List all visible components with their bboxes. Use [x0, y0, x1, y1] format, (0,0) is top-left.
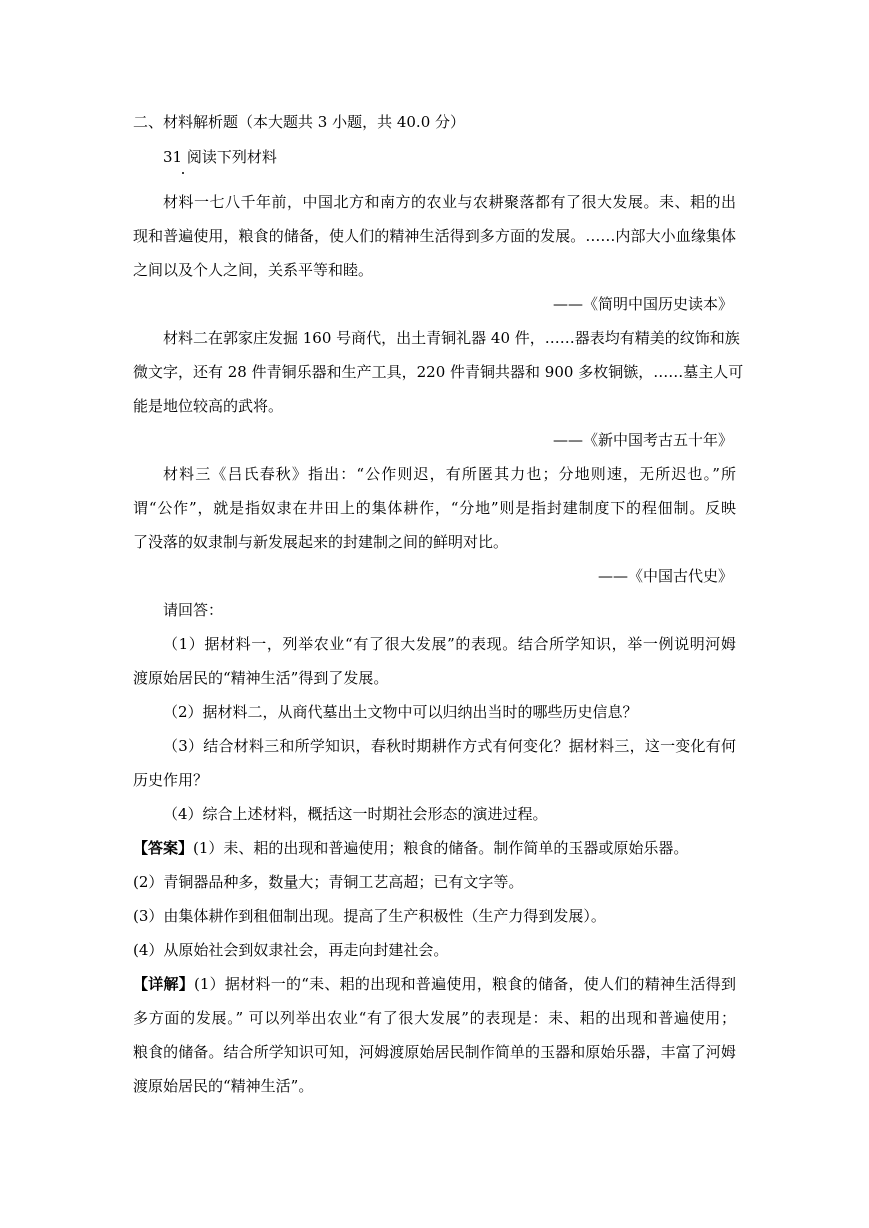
- material1-source: ——《简明中国历史读本》: [552, 295, 733, 313]
- material2-line3: 能是地位较高的武将。: [133, 397, 284, 415]
- section-heading: 二、材料解析题（本大题共 3 小题，共 40.0 分）: [133, 113, 466, 131]
- material3-line3: 了没落的奴隶制与新发展起来的封建制之间的鲜明对比。: [133, 533, 509, 551]
- answer-prompt: 请回答：: [163, 601, 224, 619]
- material2-line1: 材料二在郭家庄发掘 160 号商代，出土青铜礼器 40 件，……器表均有精美的纹饰和族: [163, 329, 740, 347]
- answer-2: (2）青铜器品种多，数量大；青铜工艺高超；已有文字等。: [133, 873, 524, 891]
- material3-source: ——《中国古代史》: [597, 567, 733, 585]
- detail-line3: 粮食的储备。结合所学知识可知，河姆渡原始居民制作简单的玉器和原始乐器，丰富了河姆: [133, 1043, 736, 1061]
- detail-text-1: (1）据材料一的“耒、耜的出现和普遍使用，粮食的储备，使人们的精神生活得到: [194, 975, 736, 993]
- material2-line2: 微文字，还有 28 件青铜乐器和生产工具，220 件青铜共器和 900 多枚铜镞，……墓主人可: [133, 363, 744, 381]
- detail-line4: 渡原始居民的“精神生活”。: [133, 1077, 314, 1095]
- question-intro: 31 阅读下列材料: [163, 148, 277, 166]
- detail-line1: [133, 974, 736, 994]
- answer-1: (1）耒、耜的出现和普遍使用；粮食的储备。制作简单的玉器或原始乐器。: [193, 839, 689, 857]
- question-4: （4）综合上述材料，概括这一时期社会形态的演进过程。: [163, 805, 548, 823]
- material3-line1: 材料三《吕氏春秋》指出：“公作则迟，有所匿其力也；分地则速，无所迟也。”所: [163, 465, 736, 483]
- marker-dot: [182, 172, 184, 174]
- material1-line3: 之间以及个人之间，关系平等和睦。: [133, 261, 374, 279]
- answer-3: (3）由集体耕作到租佃制出现。提高了生产积极性（生产力得到发展）。: [133, 907, 606, 925]
- question-2: （2）据材料二，从商代墓出土文物中可以归纳出当时的哪些历史信息？: [163, 703, 638, 721]
- material3-line2: 谓“公作”，就是指奴隶在井田上的集体耕作，“分地”则是指封建制度下的程佃制。反映: [133, 499, 736, 517]
- detail-line2: 多方面的发展。” 可以列举出农业“有了很大发展”的表现是：耒、耜的出现和普遍使用；: [133, 1009, 736, 1027]
- question-3-line2: 历史作用？: [133, 771, 209, 789]
- answer-line1: [133, 838, 688, 858]
- detail-label: 【详解】: [133, 975, 195, 993]
- answer-4: (4）从原始社会到奴隶社会，再走向封建社会。: [133, 941, 449, 959]
- question-3-line1: （3）结合材料三和所学知识，春秋时期耕作方式有何变化？据材料三，这一变化有何: [163, 737, 736, 755]
- question-1-line1: （1）据材料一，列举农业“有了很大发展”的表现。结合所学知识，举一例说明河姆: [163, 635, 736, 653]
- question-1-line2: 渡原始居民的“精神生活”得到了发展。: [133, 669, 389, 687]
- answer-label: 【答案】: [133, 839, 194, 857]
- material1-line2: 现和普遍使用，粮食的储备，使人们的精神生活得到多方面的发展。……内部大小血缘集体: [133, 227, 736, 245]
- material1-line1: 材料一七八千年前，中国北方和南方的农业与农耕聚落都有了很大发展。耒、耜的出: [163, 193, 736, 211]
- material2-source: ——《新中国考古五十年》: [552, 431, 733, 449]
